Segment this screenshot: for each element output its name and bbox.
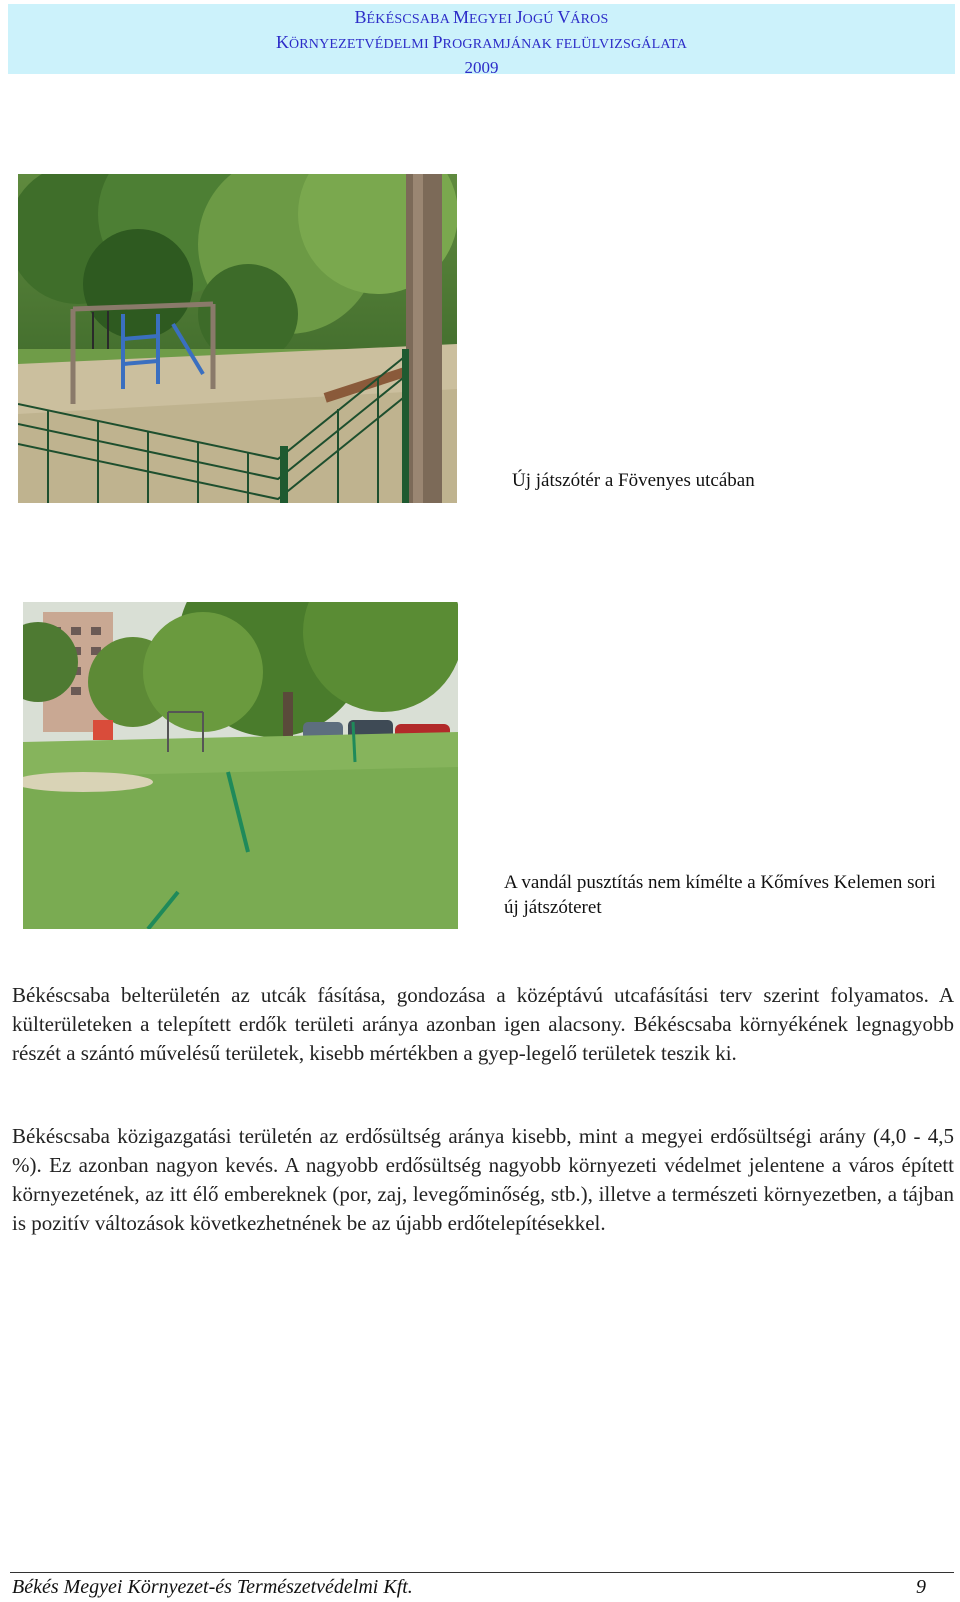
photo-caption-1: Új játszótér a Fövenyes utcában: [512, 470, 755, 491]
header-line-2: [8, 31, 955, 56]
header-text: ÉKÉSCSABA: [366, 12, 453, 27]
header-text: ÁROS: [570, 12, 609, 27]
header-line-1: [8, 6, 955, 31]
footer-organization: Békés Megyei Környezet-és Természetvédelmi Kft.: [12, 1576, 413, 1598]
header-text: V: [557, 7, 571, 27]
header-text: P: [432, 32, 443, 52]
body-paragraph: Békéscsaba közigazgatási területén az erdősültség aránya kisebb, mint a megyei erdősültségi arány (4,0 - 4,5 %). Ez azonban nagyon kevés. A nagyobb erdősültség nagyobb környezeti védelmet jelentene a város épített környezetének, az itt élő embereknek (por, zaj, levegőminőség, stb.), illetve a természeti környezetben, a tájban is pozitív változások következhetnének be az újabb erdőtelepítésekkel.: [12, 1124, 954, 1235]
lawn-photo: [23, 602, 458, 929]
header-text: ÖRNYEZETVÉDELMI: [288, 37, 433, 52]
body-paragraph: Békéscsaba belterületén az utcák fásítása, gondozása a középtávú utcafásítási terv szerint folyamatos. A külterületeken a telepített erdők területi aránya azonban igen alacsony. Békéscsaba környékének legnagyobb részét a szántó művelésű területek, kisebb mértékben a gyep-legelő területek teszik ki.: [12, 983, 954, 1065]
header-text: OGÚ: [522, 12, 558, 27]
header-text: K: [275, 32, 289, 52]
header-year: 2009: [464, 58, 499, 77]
header-text: EGYEI: [468, 12, 516, 27]
photo-caption-2: A vandál pusztítás nem kímélte a Kőmíves Kelemen sori új játszóteret: [504, 872, 936, 918]
page-number: 9: [916, 1576, 926, 1598]
header-text: J: [515, 7, 523, 27]
header-text: B: [354, 7, 367, 27]
header-text: M: [452, 7, 469, 27]
playground-photo: [18, 174, 457, 503]
header-text: ROGRAMJÁNAK FELÜLVIZSGÁLATA: [442, 37, 688, 52]
footer-divider: [10, 1572, 954, 1573]
document-header: [8, 4, 955, 77]
